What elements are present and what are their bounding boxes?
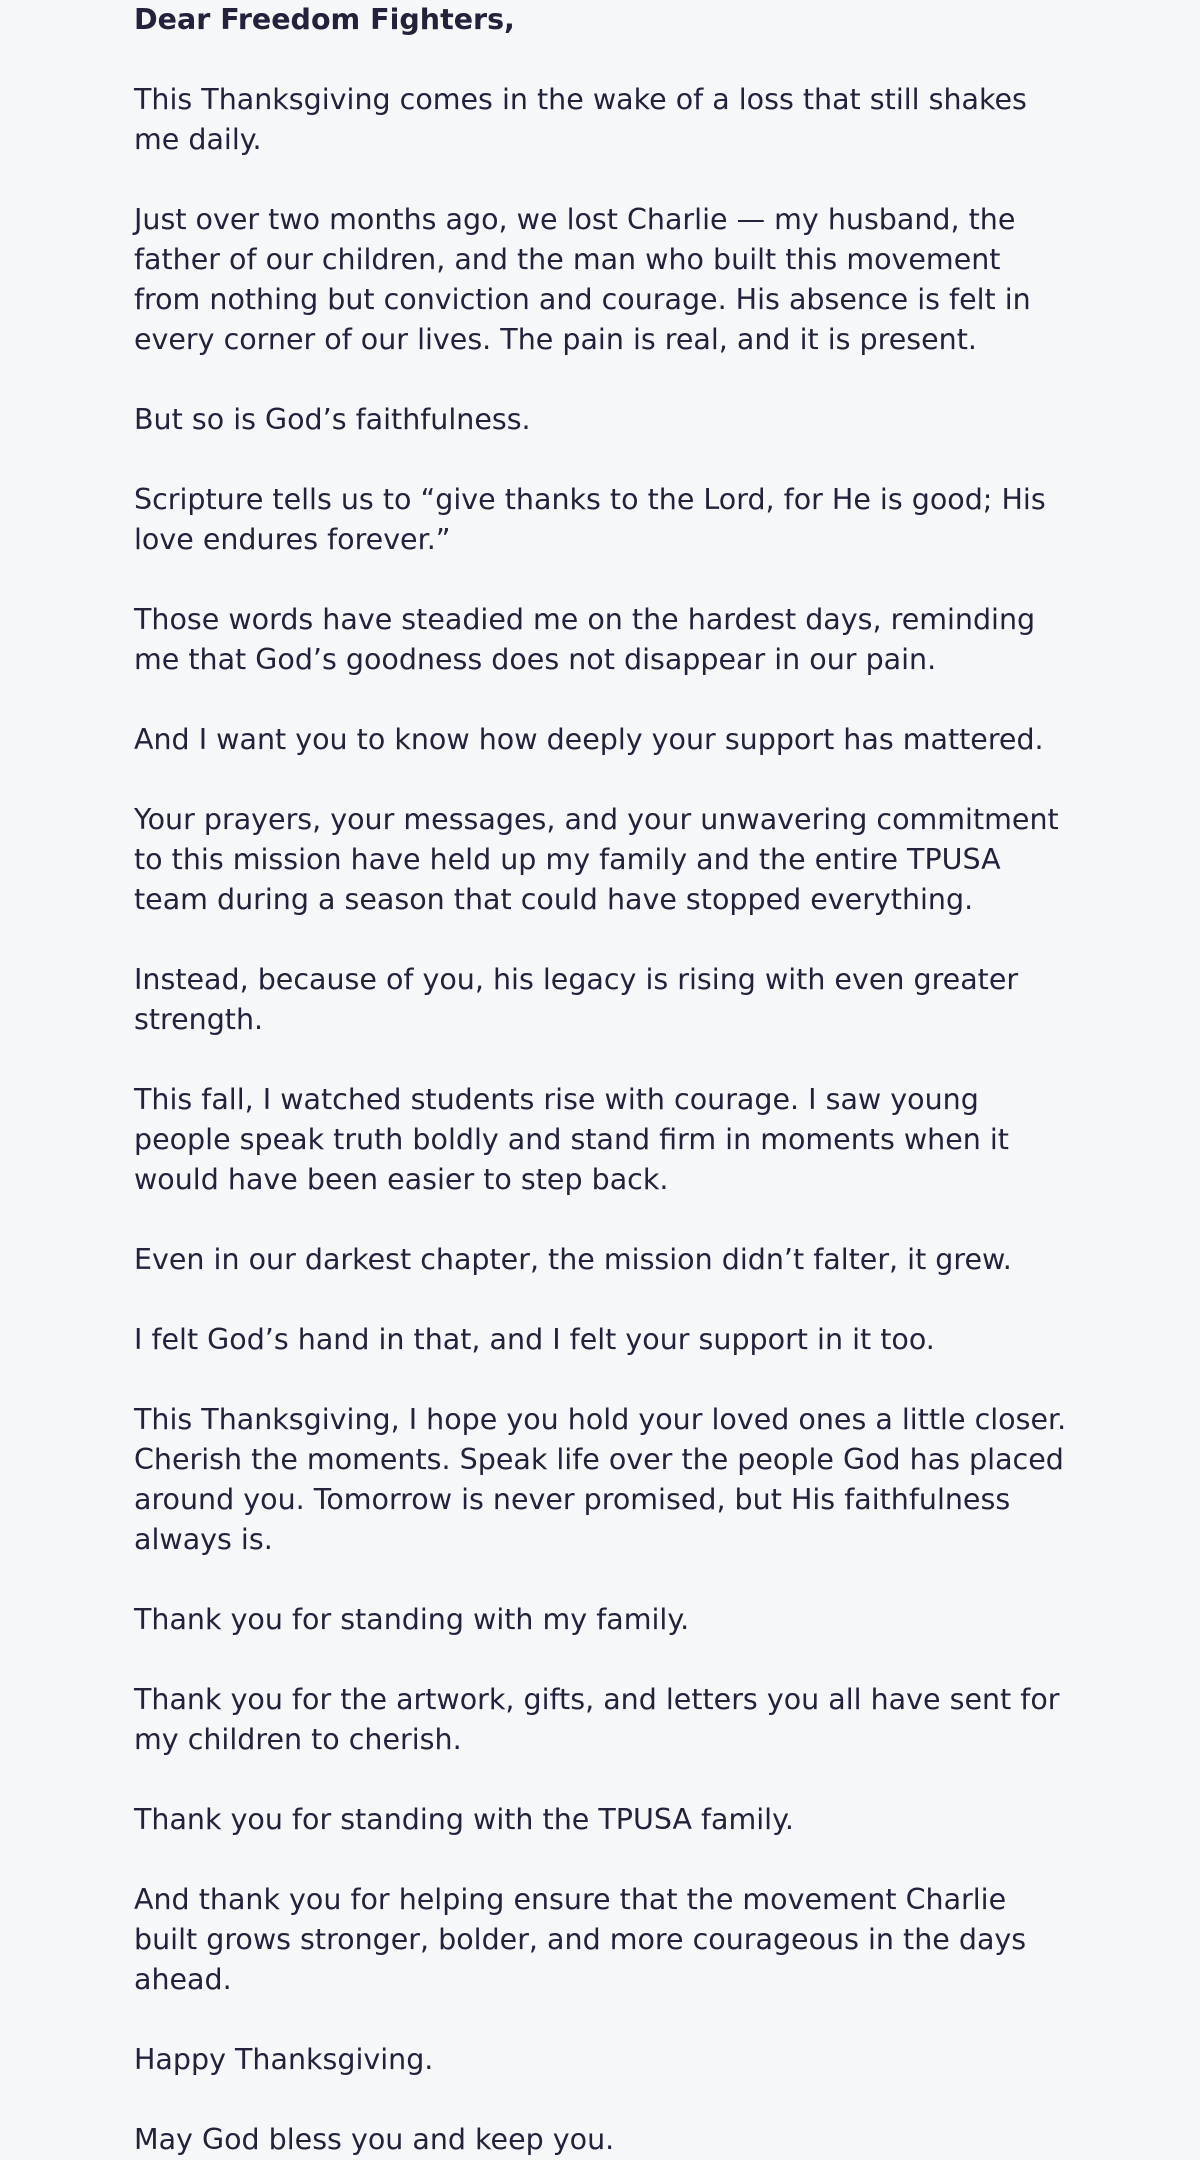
- paragraph-legacy: Instead, because of you, his legacy is rising with even greater strength.: [134, 963, 1019, 1036]
- paragraph-gods-hand: I felt God’s hand in that, and I felt your support in it too.: [134, 1323, 935, 1356]
- paragraph-charlie: Just over two months ago, we lost Charlie — my husband, the father of our children, and the man who built this movement from nothing but conviction and courage. His absence is felt in every corner of our lives. The pain is real, and it is present.: [134, 203, 1031, 356]
- paragraph-happy-thanksgiving: Happy Thanksgiving.: [134, 2043, 434, 2076]
- salutation: Dear Freedom Fighters,: [134, 3, 515, 36]
- letter-body: [134, 0, 1074, 2160]
- paragraph-thanks-tpusa: Thank you for standing with the TPUSA family.: [134, 1803, 794, 1836]
- paragraph-steadied: Those words have steadied me on the hardest days, reminding me that God’s goodness does not disappear in our pain.: [134, 603, 1036, 676]
- paragraph-thanks-family: Thank you for standing with my family.: [134, 1603, 690, 1636]
- paragraph-scripture: Scripture tells us to “give thanks to the Lord, for He is good; His love endures forever.”: [134, 483, 1046, 556]
- paragraph-students: This fall, I watched students rise with courage. I saw young people speak truth boldly and stand firm in moments when it would have been easier to step back.: [134, 1083, 1009, 1196]
- paragraph-blessing: May God bless you and keep you.: [134, 2123, 615, 2156]
- paragraph-support: And I want you to know how deeply your support has mattered.: [134, 723, 1044, 756]
- paragraph-thanks-artwork: Thank you for the artwork, gifts, and letters you all have sent for my children to cherish.: [134, 1683, 1060, 1756]
- paragraph-loss: This Thanksgiving comes in the wake of a loss that still shakes me daily.: [134, 83, 1027, 156]
- paragraph-faithfulness: But so is God’s faithfulness.: [134, 403, 531, 436]
- paragraph-prayers: Your prayers, your messages, and your unwavering commitment to this mission have held up my family and the entire TPUSA team during a season that could have stopped everything.: [134, 803, 1059, 916]
- paragraph-thanks-movement: And thank you for helping ensure that the movement Charlie built grows stronger, bolder, and more courageous in the days ahead.: [134, 1883, 1027, 1996]
- paragraph-darkest-chapter: Even in our darkest chapter, the mission didn’t falter, it grew.: [134, 1243, 1012, 1276]
- paragraph-thanksgiving-hope: This Thanksgiving, I hope you hold your loved ones a little closer. Cherish the moments. Speak life over the people God has placed around you. Tomorrow is never promised, but His faithfulness always is.: [134, 1403, 1067, 1556]
